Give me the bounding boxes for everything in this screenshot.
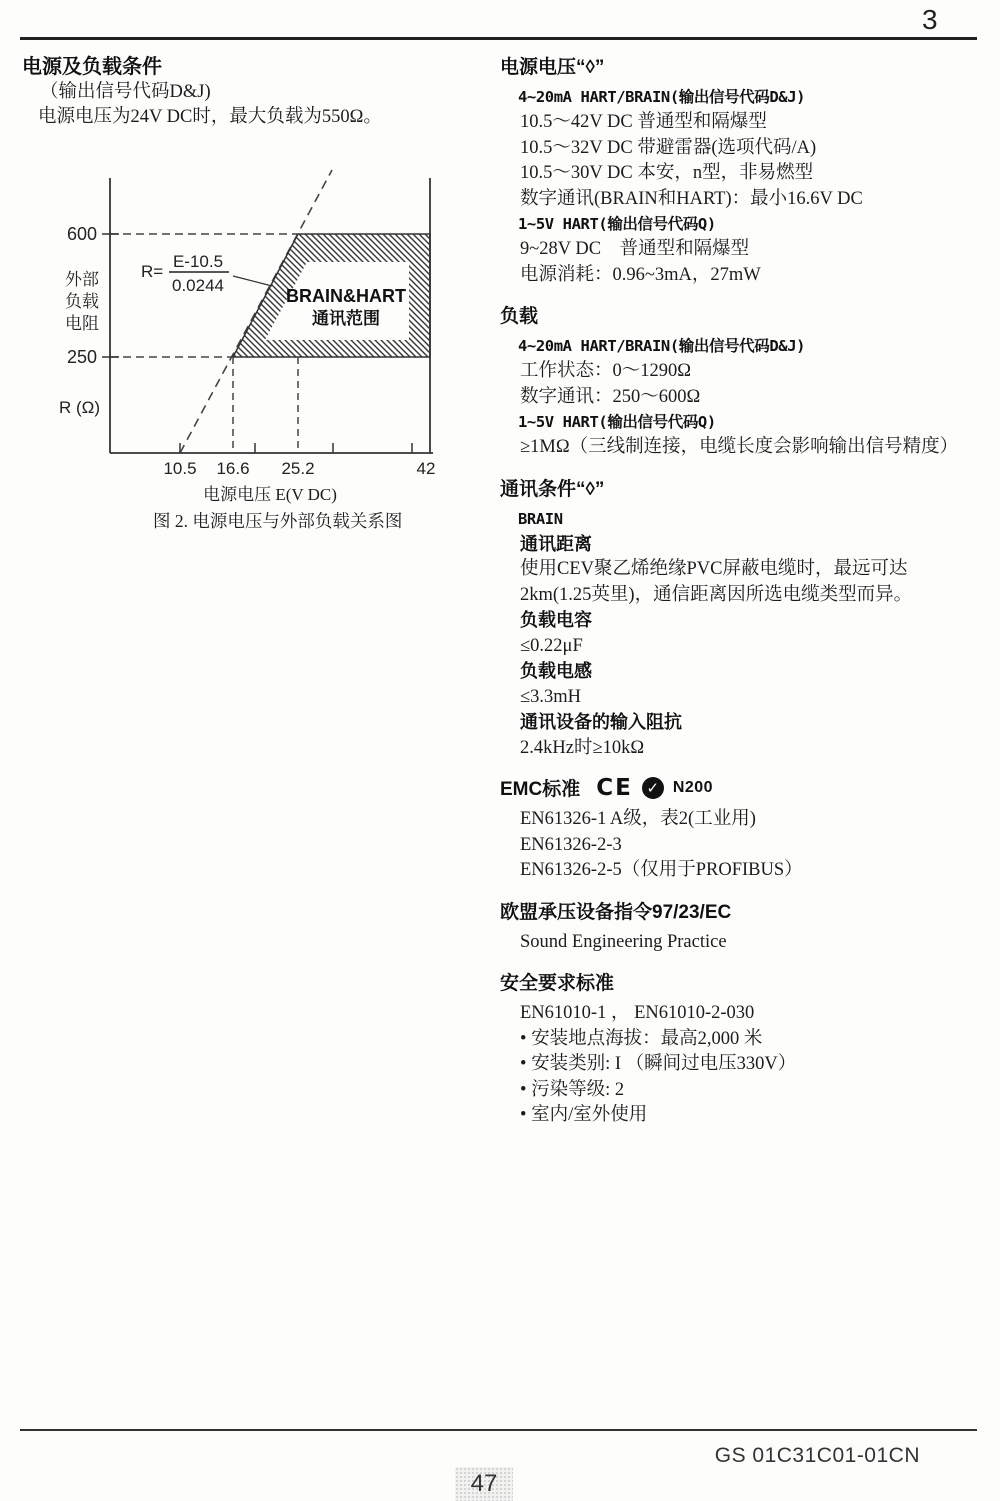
spec-line: 数字通讯(BRAIN和HART)：最小16.6V DC: [520, 188, 863, 209]
document-number: GS 01C31C01-01CN: [714, 1444, 920, 1467]
section-communication-requirements: [500, 474, 978, 762]
spec-line: 负载电容: [520, 610, 592, 630]
x-label-16-6: 16.6: [216, 459, 250, 478]
spec-line: • 室内/室外使用: [520, 1105, 648, 1125]
spec-line: • 安装地点海拔：最高2,000 米: [520, 1028, 763, 1049]
spec-line: 工作状态：0～1290Ω: [520, 361, 691, 381]
formula-pointer-line: [233, 276, 272, 286]
spec-line: EN61326-1 A级，表2(工业用): [520, 809, 756, 829]
figure-caption: 图 2. 电源电压与外部负载关系图: [153, 511, 403, 531]
spec-line: • 污染等级: 2: [520, 1079, 625, 1100]
top-rule: [20, 37, 977, 40]
section-heading-power-supply-voltage: [500, 52, 978, 79]
footer-page-number-box: [455, 1467, 513, 1501]
right-column: [500, 52, 978, 1135]
section-power-supply-voltage: [500, 52, 978, 288]
section-heading-text: 欧盟承压设备指令97/23/EC: [500, 901, 732, 923]
section-load: [500, 301, 978, 461]
x-label-10-5: 10.5: [163, 459, 197, 478]
spec-line: 10.5～42V DC 普通型和隔爆型: [520, 112, 767, 132]
section-heading-safety-standards: [500, 968, 978, 995]
spec-line: 4~20mA HART/BRAIN(输出信号代码D&J): [518, 337, 806, 355]
footer-page-number: 47: [470, 1470, 498, 1497]
y-label-600: 600: [66, 224, 97, 244]
region-label-line2: 通讯范围: [312, 309, 380, 328]
spec-line: ≥1MΩ（三线制连接，电缆长度会影响输出信号精度）: [520, 437, 959, 457]
section-heading-text: EMC标准: [500, 779, 581, 800]
spec-line: 数字通讯：250～600Ω: [520, 386, 701, 407]
rcm-n200-label: N200: [672, 778, 714, 796]
spec-line: 2km(1.25英里)，通信距离因所选电缆类型而异。: [520, 584, 913, 605]
figure-2-chart: [45, 160, 475, 545]
spec-line: • 安装类别: I （瞬间过电压330V）: [520, 1054, 797, 1074]
section-heading-emc-standards: [500, 774, 978, 801]
left-subline-2: 电源电压为24V DC时，最大负载为550Ω。: [38, 107, 382, 127]
x-label-25-2: 25.2: [281, 459, 315, 478]
spec-line: 电源消耗：0.96~3mA，27mW: [520, 264, 761, 285]
ce-mark-icon: CE: [596, 774, 633, 801]
formula-denominator: 0.0244: [172, 276, 224, 295]
spec-line: EN61326-2-3: [520, 834, 622, 855]
spec-line: 2.4kHz时≥10kΩ: [520, 737, 645, 758]
section-heading-text: 通讯条件“◊”: [500, 478, 605, 500]
spec-line: 使用CEV聚乙烯绝缘PVC屏蔽电缆时，最远可达: [520, 559, 908, 579]
spec-line: 4~20mA HART/BRAIN(输出信号代码D&J): [518, 88, 806, 106]
section-heading-text: 负载: [500, 306, 539, 327]
left-subline-1: （输出信号代码D&J): [40, 82, 211, 102]
spec-line: 负载电感: [520, 661, 592, 681]
spec-line: 通讯距离: [520, 533, 592, 554]
y-axis-name-2: 负载: [65, 292, 99, 311]
spec-line: 1~5V HART(输出信号代码Q): [518, 215, 716, 233]
top-page-number: 3: [922, 4, 938, 35]
section-heading-load: [500, 301, 978, 328]
section-heading-eu-pressure-directive: [500, 897, 978, 924]
y-axis-unit: R (Ω): [59, 398, 101, 417]
spec-line: EN61010-1 ， EN61010-2-030: [520, 1003, 755, 1023]
x-label-42: 42: [416, 459, 436, 478]
section-emc-standards: [500, 774, 978, 884]
rcm-check-icon: ✓: [642, 777, 664, 799]
x-axis-title: 电源电压 E(V DC): [203, 485, 337, 504]
left-section-heading: 电源及负载条件: [22, 56, 162, 78]
bottom-rule: [20, 1429, 977, 1431]
y-axis-name-1: 外部: [65, 270, 99, 289]
region-label-line1: BRAIN&HART: [286, 286, 406, 306]
spec-line: 通讯设备的输入阻抗: [520, 712, 682, 732]
spec-line: 1~5V HART(输出信号代码Q): [518, 413, 716, 431]
spec-line: EN61326-2-5（仅用于PROFIBUS）: [520, 860, 803, 880]
emc-logo-row: [596, 775, 713, 801]
spec-line: 9~28V DC 普通型和隔爆型: [520, 239, 750, 259]
section-heading-text: 电源电压“◊”: [500, 57, 605, 78]
spec-line: ≤3.3mH: [520, 686, 582, 707]
spec-line: BRAIN: [518, 509, 563, 528]
spec-line: Sound Engineering Practice: [520, 931, 727, 952]
spec-line: 10.5～30V DC 本安，n型，非易燃型: [520, 163, 814, 183]
section-safety-standards: [500, 968, 978, 1129]
formula-lhs: R=: [141, 262, 164, 281]
spec-line: ≤0.22μF: [520, 635, 583, 656]
section-eu-pressure-directive: [500, 897, 978, 956]
section-heading-communication-requirements: [500, 474, 978, 501]
y-label-250: 250: [66, 347, 97, 367]
spec-line: 10.5～32V DC 带避雷器(选项代码/A): [520, 137, 817, 158]
formula-numerator: E-10.5: [172, 252, 224, 271]
section-heading-text: 安全要求标准: [500, 973, 615, 994]
y-axis-name-3: 电阻: [65, 314, 99, 333]
